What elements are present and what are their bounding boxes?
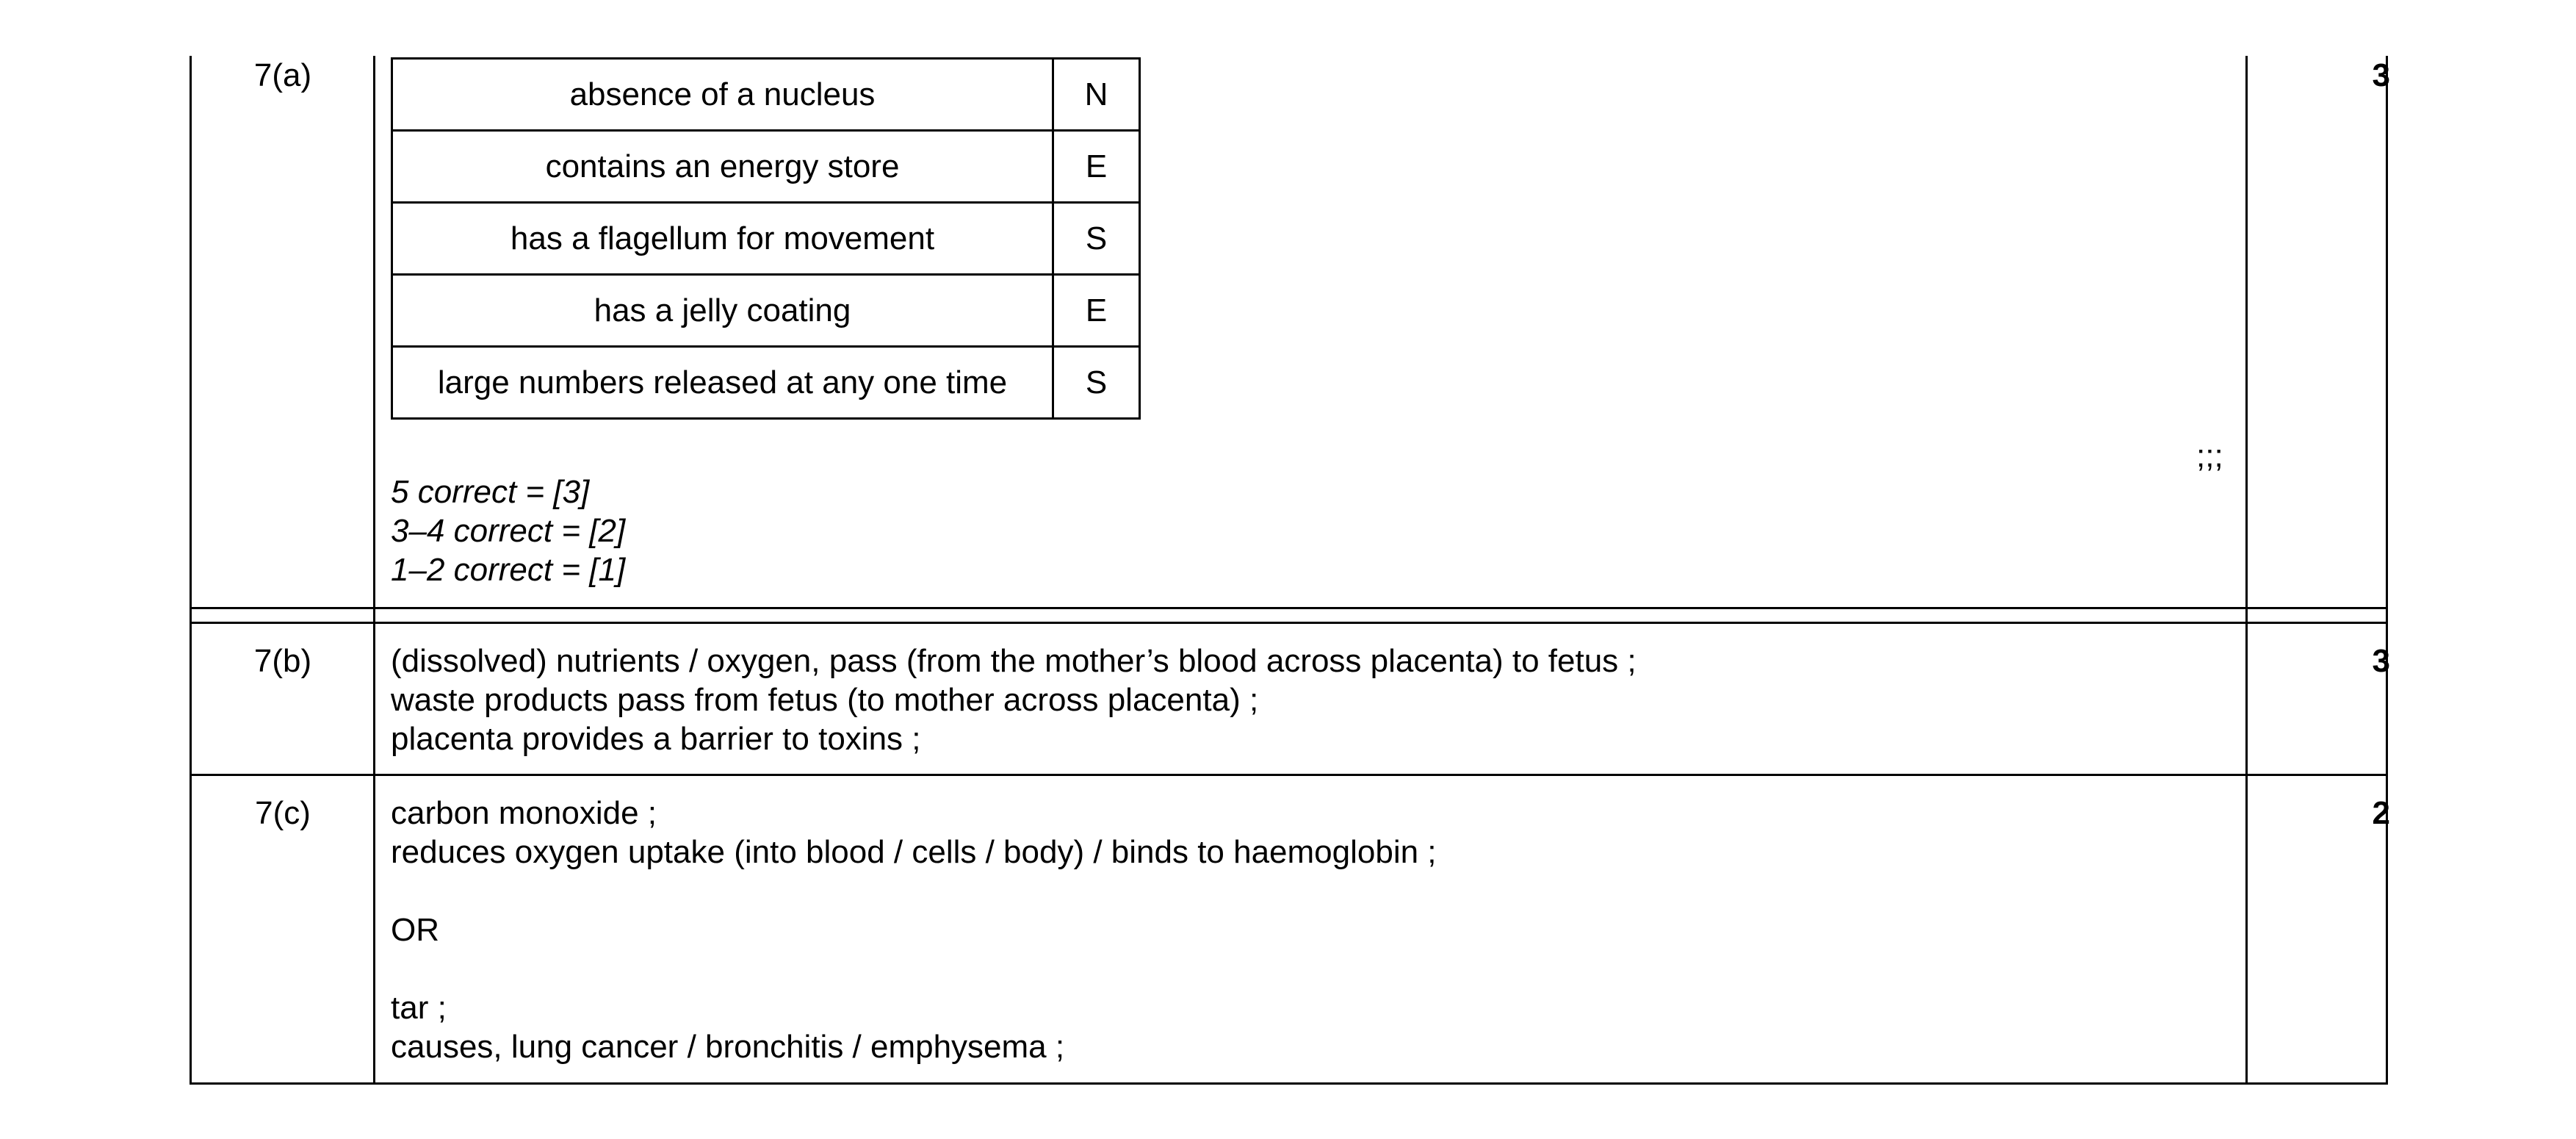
- question-number: 7(b): [253, 643, 312, 679]
- code-cell: S: [1053, 347, 1140, 419]
- scoring-line: 3–4 correct = [2]: [391, 513, 626, 549]
- table-right-border: [2386, 56, 2388, 1085]
- mark-symbol: ;;;: [2196, 438, 2223, 474]
- scoring-guidance: [391, 473, 625, 589]
- code-cell: E: [1053, 275, 1140, 347]
- code-cell: E: [1053, 131, 1140, 203]
- code-cell: S: [1053, 203, 1140, 275]
- table-row: [392, 275, 1140, 347]
- row-divider-7b-7c: [190, 774, 2388, 776]
- feature-cell: has a flagellum for movement: [392, 203, 1053, 275]
- table-left-border: [190, 56, 192, 1085]
- feature-cell: large numbers released at any one time: [392, 347, 1053, 419]
- question-number: 7(c): [255, 795, 311, 831]
- answer-text: [391, 642, 1637, 758]
- feature-cell: has a jelly coating: [392, 275, 1053, 347]
- or-separator: OR: [391, 912, 439, 948]
- row-divider-double-bottom: [190, 622, 2388, 624]
- feature-cell: contains an energy store: [392, 131, 1053, 203]
- column-divider-answer: [2245, 56, 2248, 1085]
- table-bottom-border: [190, 1082, 2388, 1085]
- table-row: [392, 203, 1140, 275]
- cell-feature-table: [391, 57, 1141, 420]
- code-cell: N: [1053, 59, 1140, 131]
- scoring-line: 1–2 correct = [1]: [391, 552, 626, 588]
- answer-line: tar ;: [391, 990, 447, 1026]
- feature-cell: absence of a nucleus: [392, 59, 1053, 131]
- column-divider-question: [373, 56, 375, 1085]
- row-divider-double-top: [190, 607, 2388, 609]
- answer-line: placenta provides a barrier to toxins ;: [391, 721, 921, 757]
- answer-line: carbon monoxide ;: [391, 795, 657, 831]
- marks-value: 3: [2372, 643, 2390, 679]
- answer-line: waste products pass from fetus (to mother across placenta) ;: [391, 682, 1259, 718]
- table-row: [392, 59, 1140, 131]
- answer-line: reduces oxygen uptake (into blood / cells / body) / binds to haemoglobin ;: [391, 834, 1437, 870]
- marks-value: 2: [2372, 795, 2390, 831]
- marks-value: 3: [2372, 57, 2390, 93]
- scoring-line: 5 correct = [3]: [391, 474, 590, 510]
- question-number: 7(a): [253, 57, 312, 93]
- table-row: [392, 347, 1140, 419]
- table-row: [392, 131, 1140, 203]
- answer-line: (dissolved) nutrients / oxygen, pass (from the mother’s blood across placenta) to fetus ;: [391, 643, 1637, 679]
- answer-line: causes, lung cancer / bronchitis / emphysema ;: [391, 1029, 1065, 1065]
